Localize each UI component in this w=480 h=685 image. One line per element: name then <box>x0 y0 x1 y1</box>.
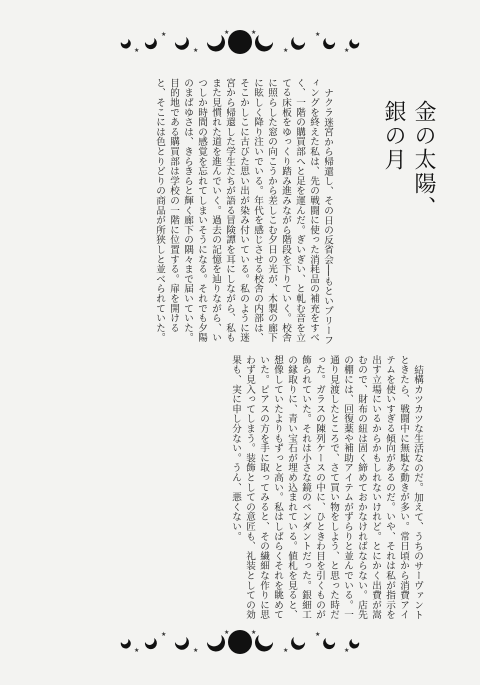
svg-text:★: ★ <box>193 647 199 654</box>
svg-text:★: ★ <box>224 629 230 636</box>
title-line-2: 銀の月 <box>381 100 406 172</box>
crescent-moon-icon <box>175 37 189 50</box>
svg-text:★: ★ <box>161 631 167 638</box>
svg-text:★: ★ <box>161 31 167 38</box>
svg-text:★: ★ <box>134 647 140 654</box>
crescent-moon-icon <box>291 637 305 650</box>
lower-paragraph: 結構カツカツな生活なのだ。加えて、うちのサーヴァントときたら、戦闘中に無駄な動きが多い。常日頃から消費アイテムを使いすぎる傾向があるのだ。いや、それは私が指示を出す立場にいるからかもしれないけれど。とにかく出費が嵩むので、財布の紐は固く締めておかなければならない。店先の棚には、回復薬や補助アイテムがずらりと並んでいる。一通り見渡したところで、さて買い物をしよう、と思った時だった。ガラスの陳列ケースの中に、ひときわ目を引くものが飾られていた。それは小さな鏡のペンダントだった。銀細工の縁取りに、青い宝石が埋め込まれている。値札を見ると、想像していたよりもずっと高い。私はしばらくそれを眺めていた。ピアスの方を手に取ってみると、その繊細な作りに思わず見入ってしまう。装飾としての意匠も、礼装としての効果も、実に申し分ない。うん、悪くない。 <box>230 355 423 620</box>
crescent-moon-icon <box>175 637 189 650</box>
crescent-moon-icon <box>255 635 273 651</box>
lower-text-block <box>62 355 424 620</box>
svg-text:★: ★ <box>315 631 321 638</box>
crescent-moon-icon <box>349 39 359 48</box>
crescent-moon-icon <box>145 38 157 49</box>
crescent-moon-icon <box>323 38 335 49</box>
crescent-moon-icon <box>207 35 225 51</box>
crescent-moon-icon <box>349 639 359 648</box>
svg-text:★: ★ <box>251 29 257 36</box>
svg-text:★: ★ <box>224 29 230 36</box>
top-decorative-border <box>115 28 365 56</box>
svg-text:★: ★ <box>344 647 350 654</box>
svg-text:★: ★ <box>134 47 140 54</box>
svg-text:★: ★ <box>315 31 321 38</box>
full-moon-icon <box>228 30 252 54</box>
upper-paragraph: ナクラ迷宮から帰還し、その日の反省会──もといブリーフィングを終えた私は、先の戦闘に使った消耗品の補充をすべく、一階の購買部へと足を運んだ。ぎいぎい、と軋む音を立てる床板をゆっくり踏み進みながら階段を下りていく。校舎に照らした窓の向こうから差しこむ夕日の光が、木製の廊下に眩しく降り注いでいる。年代を感じさせる校舎の内部は、そこかしこに古びた思い出が染み付いている。私のように迷宮から帰還した学生たちが語る冒険譚を耳にしながら、私もまた見慣れた道を進んでいく。過去の記憶を辿りながら、いつしか時間の感覚を忘れてしまいそうになる。それでも夕陽のまばゆさは、きらきらと輝く廊下の隅々まで届いていた。目的地である購買部は学校の一階に位置する。扉を開けると、そこには色とりどりの商品が所狭しと並べられていた。 <box>154 78 333 345</box>
crescent-moon-icon <box>255 35 273 51</box>
crescent-moon-icon <box>323 638 335 649</box>
svg-text:★: ★ <box>344 47 350 54</box>
upper-text-block <box>72 78 334 350</box>
full-moon-icon <box>228 630 252 654</box>
title-line-1: 金の太陽、 <box>411 100 436 220</box>
crescent-moon-icon <box>121 39 131 48</box>
chapter-title <box>378 100 438 220</box>
crescent-moon-icon <box>121 639 131 648</box>
bottom-decorative-border <box>115 628 365 656</box>
svg-text:★: ★ <box>283 47 289 54</box>
crescent-moon-icon <box>145 638 157 649</box>
crescent-moon-icon <box>207 635 225 651</box>
svg-text:★: ★ <box>251 629 257 636</box>
svg-text:★: ★ <box>193 47 199 54</box>
crescent-moon-icon <box>291 37 305 50</box>
svg-text:★: ★ <box>283 647 289 654</box>
